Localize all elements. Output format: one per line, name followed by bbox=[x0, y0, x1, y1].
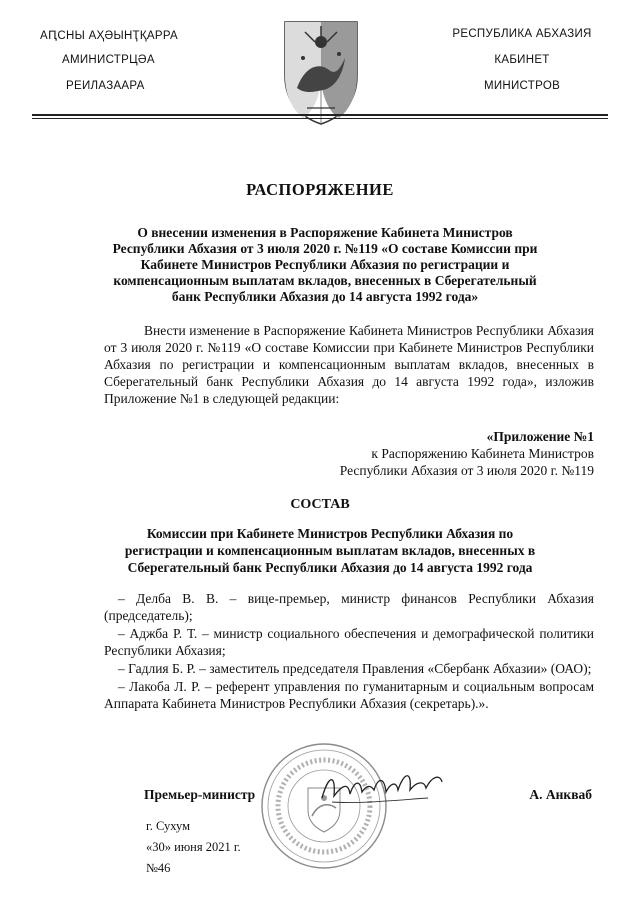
issue-date: «30» июня 2021 г. bbox=[146, 840, 241, 854]
header-left-abkhaz bbox=[40, 28, 230, 106]
appendix-reference bbox=[274, 428, 594, 479]
header-divider-thick bbox=[32, 114, 608, 116]
document-number: №46 bbox=[146, 861, 171, 875]
member-item: – Аджба Р. Т. – министр социального обеспечения и демографической политики Республики Абхазия; bbox=[104, 626, 594, 658]
appendix-line-2: Республики Абхазия от 3 июля 2020 г. №119 bbox=[339, 463, 594, 478]
composition-heading: СОСТАВ bbox=[290, 497, 350, 512]
members-list bbox=[104, 590, 594, 713]
appendix-line-1: к Распоряжению Кабинета Министров bbox=[371, 446, 594, 461]
member-item: – Гадлия Б. Р. – заместитель председателя Правления «Сбербанк Абхазии» (ОАО); bbox=[118, 661, 592, 676]
member-item: – Лакоба Л. Р. – референт управления по гуманитарным и социальным вопросам Аппарата Кабинета Министров Республики Абхазия (секретарь).». bbox=[104, 679, 594, 711]
document-subject: О внесении изменения в Распоряжение Кабинета Министров Республики Абхазия от 3 июля 2020 г. №119 «О составе Комиссии при Кабинете Министров Республики Абхазия по регистрации и компенсационным выплатам вкладов, внесенных в Сберегательный банк Республики Абхазия до 14 августа 1992 года» bbox=[112, 225, 538, 304]
member-item: – Делба В. В. – вице-премьер, министр финансов Республики Абхазия (председатель); bbox=[104, 591, 594, 623]
document-body bbox=[104, 322, 594, 407]
header-left-line-1: АԤСНЫ АҲӘЫНҬҚАРРА bbox=[40, 30, 178, 42]
issue-city: г. Сухум bbox=[146, 819, 191, 833]
header-right-line-1: РЕСПУБЛИКА АБХАЗИЯ bbox=[452, 28, 592, 40]
header-left-line-2: АМИНИСТРЦӘА bbox=[62, 54, 155, 66]
signatory-position: Премьер-министр bbox=[144, 787, 256, 802]
commission-title: Комиссии при Кабинете Министров Республики Абхазия по регистрации и компенсационным выплатам вкладов, внесенных в Сберегательный банк Республики Абхазия до 14 августа 1992 года bbox=[124, 526, 536, 575]
state-emblem-icon bbox=[283, 18, 359, 126]
header-left-line-3: РЕИЛАЗААРА bbox=[66, 80, 145, 92]
header-divider-thin bbox=[32, 118, 608, 119]
body-paragraph: Внести изменение в Распоряжение Кабинета Министров Республики Абхазия от 3 июля 2020 г. №119 «О составе Комиссии при Кабинете Министров Республики Абхазия по регистрации и компенсационным выплатам вкладов, внесенных в Сберегательный банк Республики Абхазия до 14 августа 1992 года», изложив Приложение №1 в следующей редакции: bbox=[104, 323, 594, 406]
document-title: РАСПОРЯЖЕНИЕ bbox=[246, 180, 394, 199]
signatory-name: А. Анкваб bbox=[529, 787, 592, 802]
handwritten-signature-icon bbox=[318, 768, 446, 810]
header-right-line-2: КАБИНЕТ bbox=[494, 54, 550, 66]
appendix-heading: «Приложение №1 bbox=[486, 429, 594, 444]
header-right-line-3: МИНИСТРОВ bbox=[483, 80, 561, 92]
header-right-russian bbox=[432, 28, 612, 106]
